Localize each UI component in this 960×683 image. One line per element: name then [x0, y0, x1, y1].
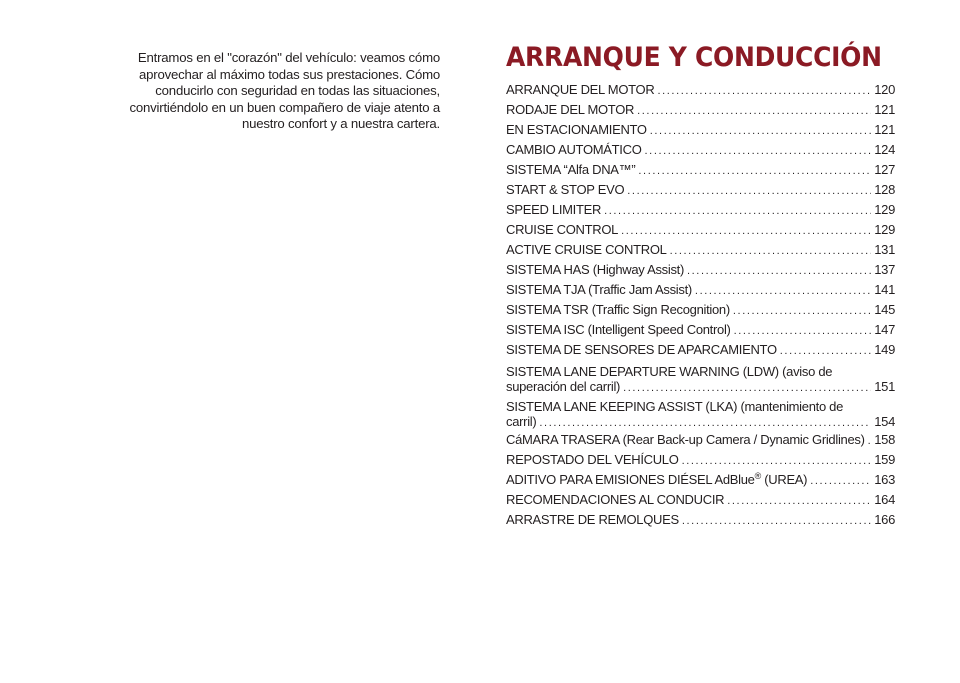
- toc-leader-dots: [734, 321, 872, 341]
- toc-leader-dots: [621, 221, 871, 241]
- toc-entry-label: superación del carril): [506, 379, 621, 394]
- toc-entry-label: RODAJE DEL MOTOR: [506, 102, 635, 117]
- toc-entry-en-estacionamiento[interactable]: [506, 120, 895, 140]
- toc-entry-page: 164: [874, 492, 895, 507]
- toc-entry-page: 129: [874, 202, 895, 217]
- toc-entry-label: SISTEMA HAS (Highway Assist): [506, 262, 684, 277]
- toc-entry-label-suffix: (UREA): [760, 472, 808, 487]
- table-of-contents: [506, 80, 895, 530]
- toc-entry-label: CáMARA TRASERA (Rear Back-up Camera / Dynamic Gridlines): [506, 432, 865, 447]
- toc-entry-label: carril): [506, 414, 537, 429]
- toc-entry-label: EN ESTACIONAMIENTO: [506, 122, 647, 137]
- toc-leader-dots: [670, 241, 872, 261]
- toc-leader-dots: [780, 341, 871, 361]
- toc-entry-page: 121: [874, 102, 895, 117]
- toc-entry-label: SPEED LIMITER: [506, 202, 602, 217]
- toc-entry-page: 145: [874, 302, 895, 317]
- toc-leader-dots: [657, 81, 871, 101]
- section-title: ARRANQUE Y CONDUCCIÓN: [506, 42, 882, 73]
- toc-entry-page: 124: [874, 142, 895, 157]
- toc-entry-sistema-tsr[interactable]: [506, 300, 895, 320]
- toc-leader-dots: [638, 161, 871, 181]
- toc-entry-page: 147: [874, 322, 895, 337]
- intro-line: aprovechar al máximo todas sus prestaciones. Cómo: [139, 66, 440, 82]
- toc-leader-dots: [539, 415, 871, 431]
- toc-entry-label: START & STOP EVO: [506, 182, 625, 197]
- toc-leader-dots: [695, 281, 871, 301]
- toc-entry-sistema-has[interactable]: [506, 260, 895, 280]
- toc-entry-page: 120: [874, 82, 895, 97]
- toc-entry-lane-keeping-assist[interactable]: [506, 395, 895, 430]
- toc-leader-dots: [727, 491, 871, 511]
- toc-entry-label: SISTEMA DE SENSORES DE APARCAMIENTO: [506, 342, 777, 357]
- toc-entry-page: 163: [874, 472, 895, 487]
- toc-entry-start-stop-evo[interactable]: [506, 180, 895, 200]
- toc-entry-label-text: ADITIVO PARA EMISIONES DIÉSEL AdBlue: [506, 472, 755, 487]
- intro-line: conducirlo con seguridad en todas las situaciones,: [155, 83, 440, 98]
- toc-entry-label: ARRASTRE DE REMOLQUES: [506, 512, 679, 527]
- toc-entry-sistema-alfa-dna[interactable]: [506, 160, 895, 180]
- toc-entry-label: SISTEMA TSR (Traffic Sign Recognition): [506, 302, 730, 317]
- toc-entry-rodaje-del-motor[interactable]: [506, 100, 895, 120]
- toc-entry-label-line1: SISTEMA LANE KEEPING ASSIST (LKA) (mantenimiento de: [506, 399, 844, 414]
- toc-entry-label: ACTIVE CRUISE CONTROL: [506, 242, 667, 257]
- toc-leader-dots: [637, 101, 871, 121]
- toc-entry-repostado-del-vehiculo[interactable]: [506, 450, 895, 470]
- toc-entry-page: 127: [874, 162, 895, 177]
- toc-entry-label: [506, 470, 807, 490]
- toc-leader-dots: [604, 201, 871, 221]
- toc-entry-label: ARRANQUE DEL MOTOR: [506, 82, 655, 97]
- toc-entry-page: 158: [874, 432, 895, 447]
- toc-entry-page: 137: [874, 262, 895, 277]
- toc-entry-arranque-del-motor[interactable]: [506, 80, 895, 100]
- toc-entry-label: REPOSTADO DEL VEHÍCULO: [506, 452, 679, 467]
- toc-entry-lane-departure-warning[interactable]: [506, 360, 895, 395]
- toc-leader-dots: [687, 261, 871, 281]
- toc-entry-page: 151: [874, 379, 895, 394]
- registered-mark: ®: [754, 471, 761, 481]
- toc-entry-active-cruise-control[interactable]: [506, 240, 895, 260]
- toc-entry-page: 159: [874, 452, 895, 467]
- toc-leader-dots: [810, 471, 871, 491]
- toc-entry-label: CAMBIO AUTOMÁTICO: [506, 142, 642, 157]
- intro-paragraph: [100, 50, 440, 133]
- toc-entry-page: 121: [874, 122, 895, 137]
- toc-entry-camara-trasera[interactable]: [506, 430, 895, 450]
- toc-entry-sensores-aparcamiento[interactable]: [506, 340, 895, 360]
- toc-entry-page: 141: [874, 282, 895, 297]
- toc-leader-dots: [627, 181, 871, 201]
- toc-entry-recomendaciones-al-conducir[interactable]: [506, 490, 895, 510]
- toc-entry-aditivo-adblue[interactable]: [506, 470, 895, 490]
- intro-line: convirtiéndolo en un buen compañero de viaje atento a: [129, 99, 440, 115]
- toc-entry-page: 166: [874, 512, 895, 527]
- toc-entry-page: 131: [874, 242, 895, 257]
- toc-entry-arrastre-de-remolques[interactable]: [506, 510, 895, 530]
- toc-entry-label: SISTEMA TJA (Traffic Jam Assist): [506, 282, 692, 297]
- toc-entry-sistema-tja[interactable]: [506, 280, 895, 300]
- toc-entry-page: 128: [874, 182, 895, 197]
- toc-entry-page: 129: [874, 222, 895, 237]
- toc-leader-dots: [645, 141, 872, 161]
- toc-leader-dots: [682, 451, 872, 471]
- toc-leader-dots: [682, 511, 871, 531]
- toc-entry-label: SISTEMA “Alfa DNA™”: [506, 162, 636, 177]
- toc-entry-label: RECOMENDACIONES AL CONDUCIR: [506, 492, 725, 507]
- toc-leader-dots: [623, 380, 871, 396]
- toc-entry-page: 149: [874, 342, 895, 357]
- toc-leader-dots: [733, 301, 871, 321]
- toc-entry-cruise-control[interactable]: [506, 220, 895, 240]
- toc-entry-speed-limiter[interactable]: [506, 200, 895, 220]
- toc-leader-dots: [650, 121, 871, 141]
- toc-entry-cambio-automatico[interactable]: [506, 140, 895, 160]
- toc-leader-dots: [868, 431, 872, 451]
- toc-entry-sistema-isc[interactable]: [506, 320, 895, 340]
- intro-line: Entramos en el "corazón" del vehículo: veamos cómo: [137, 50, 440, 65]
- toc-entry-label: SISTEMA ISC (Intelligent Speed Control): [506, 322, 731, 337]
- toc-entry-label: CRUISE CONTROL: [506, 222, 619, 237]
- toc-entry-label-line1: SISTEMA LANE DEPARTURE WARNING (LDW) (aviso de: [506, 364, 833, 379]
- intro-line: nuestro confort y a nuestra cartera.: [241, 116, 440, 131]
- toc-entry-page: 154: [874, 414, 895, 429]
